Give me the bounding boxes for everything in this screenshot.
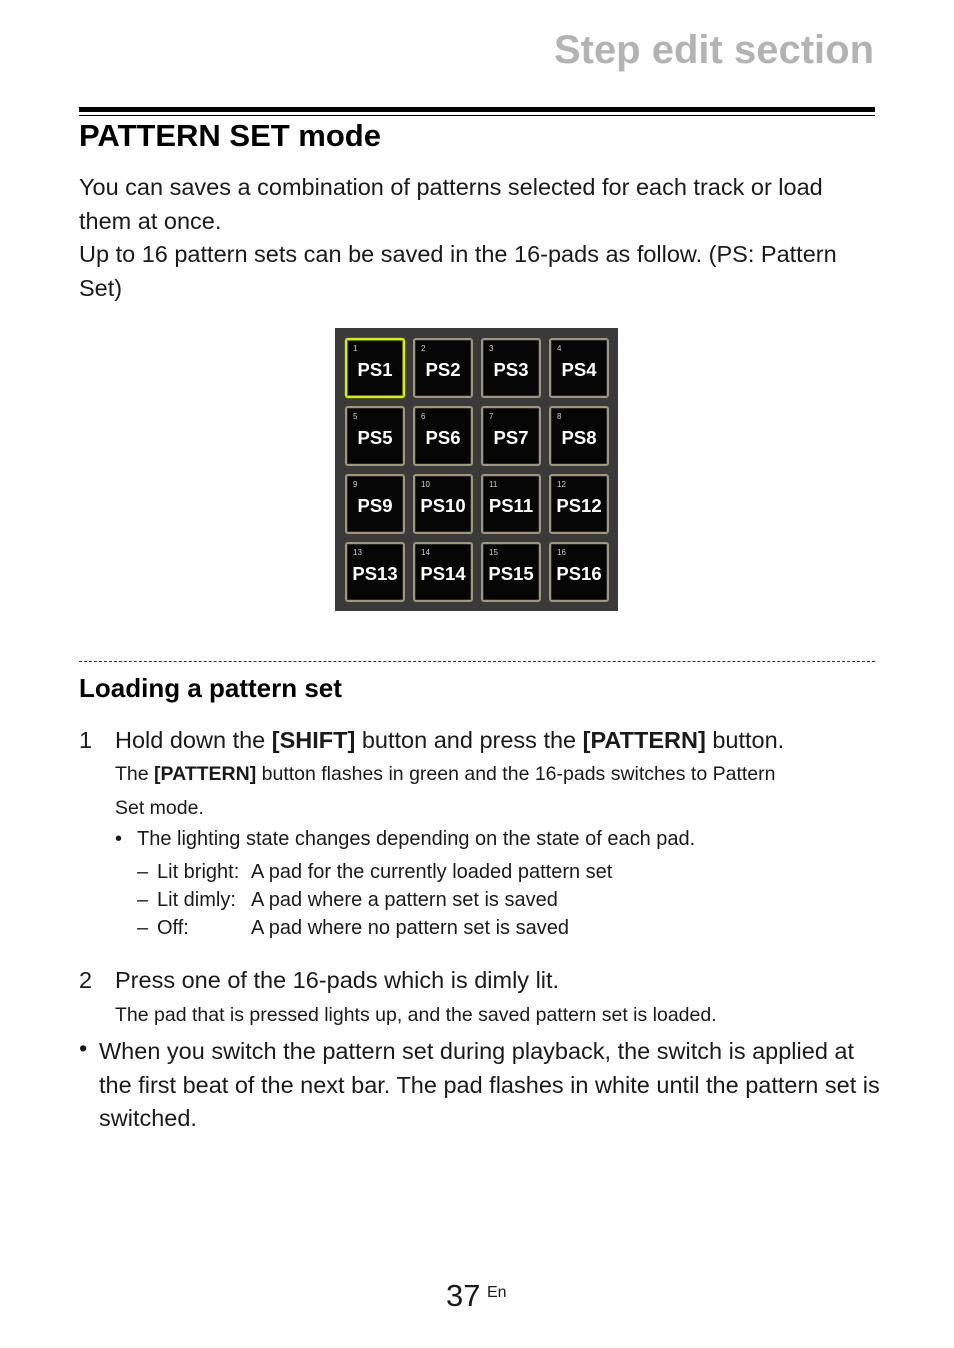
pad-number: 12 [557,480,566,489]
step-2-text: Press one of the 16-pads which is dimly lit. [115,967,560,993]
pad-label: PS5 [357,427,393,448]
pad-number: 15 [489,548,498,557]
pad-label: PS13 [352,563,398,584]
step-2-detail: The pad that is pressed lights up, and the saved pattern set is loaded. [115,1004,717,1026]
pad-label: PS12 [556,495,602,516]
pad-number: 1 [353,344,358,353]
state-label: Lit bright: [157,861,240,883]
step-1-detail-pattern: [PATTERN] [154,763,257,785]
lighting-bullet: The lighting state changes depending on the state of each pad. [137,828,696,850]
pad-number: 13 [353,548,362,557]
step-1-number: 1 [79,727,93,753]
dash-marker: – [137,889,149,911]
pad-1 [345,338,405,398]
pad-14 [413,542,473,602]
header-rule-thick [79,107,875,112]
pad-number: 10 [421,480,430,489]
pad-number: 6 [421,412,426,421]
pad-2 [413,338,473,398]
pad-7 [481,406,541,466]
intro-text [79,171,879,305]
pad-number: 16 [557,548,566,557]
pad-number: 8 [557,412,562,421]
state-desc: A pad where no pattern set is saved [251,917,569,939]
state-label: Lit dimly: [157,889,236,911]
page-number: 37 [446,1278,481,1313]
pad-label: PS1 [357,359,393,380]
section-divider [79,661,875,662]
pad-12 [549,474,609,534]
pad-number: 7 [489,412,494,421]
playback-note: When you switch the pattern set during playback, the switch is applied at the first beat of the next bar. The pad flashes in white until the pattern set is switched. [99,1038,880,1131]
pad-label: PS7 [493,427,529,448]
page-language: En [487,1284,507,1301]
pad-label: PS2 [425,359,461,380]
pad-10 [413,474,473,534]
pad-label: PS6 [425,427,461,448]
step-1-text-a: Hold down the [115,727,272,753]
pad-number: 4 [557,344,562,353]
pad-label: PS16 [556,563,602,584]
bullet-marker: • [115,828,123,850]
pad-6 [413,406,473,466]
step-2-number: 2 [79,967,93,993]
pad-label: PS3 [493,359,529,380]
step-1-detail-a: The [115,763,155,785]
pad-5 [345,406,405,466]
step-1-text-b: button and press the [355,727,583,753]
step-1-detail-b: button flashes in green and the 16-pads switches to Pattern [256,763,776,785]
pad-label: PS14 [420,563,466,584]
page-title: PATTERN SET mode [79,118,381,153]
pad-4 [549,338,609,398]
pad-number: 14 [421,548,430,557]
shift-button-ref: [SHIFT] [271,727,356,753]
pad-number: 5 [353,412,358,421]
pad-label: PS4 [561,359,597,380]
step-1-detail [115,757,885,825]
step-1-detail-c: Set mode. [115,797,204,819]
state-desc: A pad where a pattern set is saved [251,889,558,911]
pad-8 [549,406,609,466]
pad-9 [345,474,405,534]
pad-13 [345,542,405,602]
pad-15 [481,542,541,602]
pad-11 [481,474,541,534]
pad-number: 9 [353,480,358,489]
pad-grid [335,328,618,611]
dash-marker: – [137,861,149,883]
pad-label: PS11 [488,495,534,516]
section-header: Step edit section [553,28,874,72]
state-label: Off: [157,917,189,939]
pad-label: PS10 [420,495,466,516]
pad-label: PS15 [488,563,534,584]
pattern-button-ref: [PATTERN] [582,727,706,753]
intro-paragraph-1: You can saves a combination of patterns selected for each track or load them at once. [79,174,823,234]
dash-marker: – [137,917,149,939]
header-rule-thin [79,115,875,116]
state-desc: A pad for the currently loaded pattern set [251,861,613,883]
pad-number: 3 [489,344,494,353]
pad-label: PS8 [561,427,597,448]
intro-paragraph-2: Up to 16 pattern sets can be saved in the 16-pads as follow. (PS: Pattern Set) [79,241,837,301]
pad-number: 2 [421,344,426,353]
note-bullet-marker: • [79,1035,88,1061]
step-1-text [115,727,784,754]
step-1-text-c: button. [705,727,785,753]
pad-label: PS9 [357,495,393,516]
pad-16 [549,542,609,602]
subsection-title: Loading a pattern set [79,673,342,703]
pad-number: 11 [489,480,498,489]
pad-3 [481,338,541,398]
